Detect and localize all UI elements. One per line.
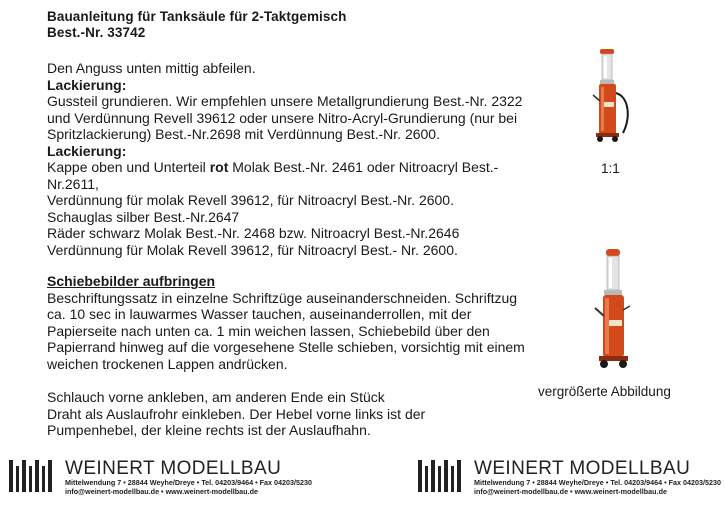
pump-collar [600,80,614,84]
decals-heading: Schiebebilder aufbringen [47,273,216,289]
company-address: Mittelwendung 7 • 28844 Weyhe/Dreye • Tel. 04203/9464 • Fax 04203/5230 [474,478,721,487]
pump-sight-glass [607,256,619,290]
company-footer-left [8,452,312,502]
company-footer-right [417,452,721,502]
painting2-line1-before: Kappe oben und Unterteil [47,159,210,175]
weinert-logo-icon [8,458,70,494]
pump-hose [616,93,628,133]
pump-body-highlight [601,87,604,131]
painting2-line: Verdünnung für Molak Revell 39612, für Nitroacryl Best.- Nr. 2600. [47,241,458,258]
document-title: Bauanleitung für Tanksäule für 2-Taktgemisch [47,9,347,24]
painting1-line: Gussteil grundieren. Wir empfehlen unsere Metallgrundierung Best.-Nr. 2322 [47,93,523,109]
weinert-logo-icon [417,458,479,494]
pump-collar [604,290,622,295]
instruction-text [47,60,567,439]
company-contact: info@weinert-modellbau.de • www.weinert-modellbau.de [474,487,667,496]
painting2-line1-after: Molak Best.-Nr. 2461 oder Nitroacryl Best.- [228,159,499,175]
company-name: WEINERT MODELLBAU [65,458,282,479]
pump-wheel-right [619,360,627,368]
decals-line: Beschriftungssatz in einzelne Schriftzüge auseinanderschneiden. Schriftzug [47,289,518,306]
pump-glass-highlight [604,56,607,78]
painting1-line: Spritzlackierung) Best.-Nr.2698 mit Verdünnung Best.-Nr. 2600. [47,126,440,142]
decals-line: Papierseite nach unten ca. 1 min weichen lassen, Schiebebild über den [47,322,490,339]
pump-decal [604,102,614,107]
pump-decal [609,320,622,326]
color-red-bold: rot [209,159,229,175]
painting2-line: Schauglas silber Best.-Nr.2647 [47,208,240,225]
pump-wheel-right [612,136,618,142]
pump-tap [623,306,630,310]
painting2-line: Verdünnung für molak Revell 39612, für Nitroacryl Best.-Nr. 2600. [47,192,454,208]
pump-wheel-left [600,360,608,368]
hose-line: Pumpenhebel, der kleine rechts ist der Auslaufhahn. [47,422,371,438]
pump-lever [593,95,600,101]
company-name: WEINERT MODELLBAU [474,458,691,479]
fuel-pump-image-enlarged [585,248,643,370]
fuel-pump-image-small [583,47,635,145]
painting1-line: und Verdünnung Revell 39612 oder unsere Nitro-Acryl-Grundierung (nur bei [47,109,518,126]
company-address: Mittelwendung 7 • 28844 Weyhe/Dreye • Tel. 04203/9464 • Fax 04203/5230 [65,478,312,487]
hose-line: Schlauch vorne ankleben, am anderen Ende ein Stück [47,389,385,405]
pump-body-highlight [605,298,609,354]
intro-line: Den Anguss unten mittig abfeilen. [47,60,256,76]
painting-heading-1: Lackierung: [47,76,127,93]
decals-line: Papierrand hinweg auf die vorgesehene Stelle schieben, vorsichtig mit einem [47,339,525,355]
painting-heading-2: Lackierung: [47,142,127,159]
hose-line: Draht als Auslaufrohr einkleben. Der Hebel vorne links ist der [47,405,426,422]
company-contact: info@weinert-modellbau.de • www.weinert-modellbau.de [65,487,258,496]
scale-label: 1:1 [601,161,620,176]
decals-line: weichen trockenen Lappen andrücken. [47,355,288,372]
enlarged-caption: vergrößerte Abbildung [538,384,671,399]
pump-glass-highlight [609,258,612,288]
pump-top-cap [600,49,614,54]
pump-wheel-left [597,136,603,142]
pump-top-cap [606,249,620,256]
painting2-line: Nr.2611, [47,175,99,192]
painting2-line: Räder schwarz Molak Best.-Nr. 2468 bzw. Nitroacryl Best.-Nr.2646 [47,225,460,241]
painting2-line-1 [47,159,567,176]
order-number: Best.-Nr. 33742 [47,25,146,40]
decals-line: ca. 10 sec in lauwarmes Wasser tauchen, auseinanderrollen, mit der [47,306,472,322]
pump-lever [595,308,604,316]
